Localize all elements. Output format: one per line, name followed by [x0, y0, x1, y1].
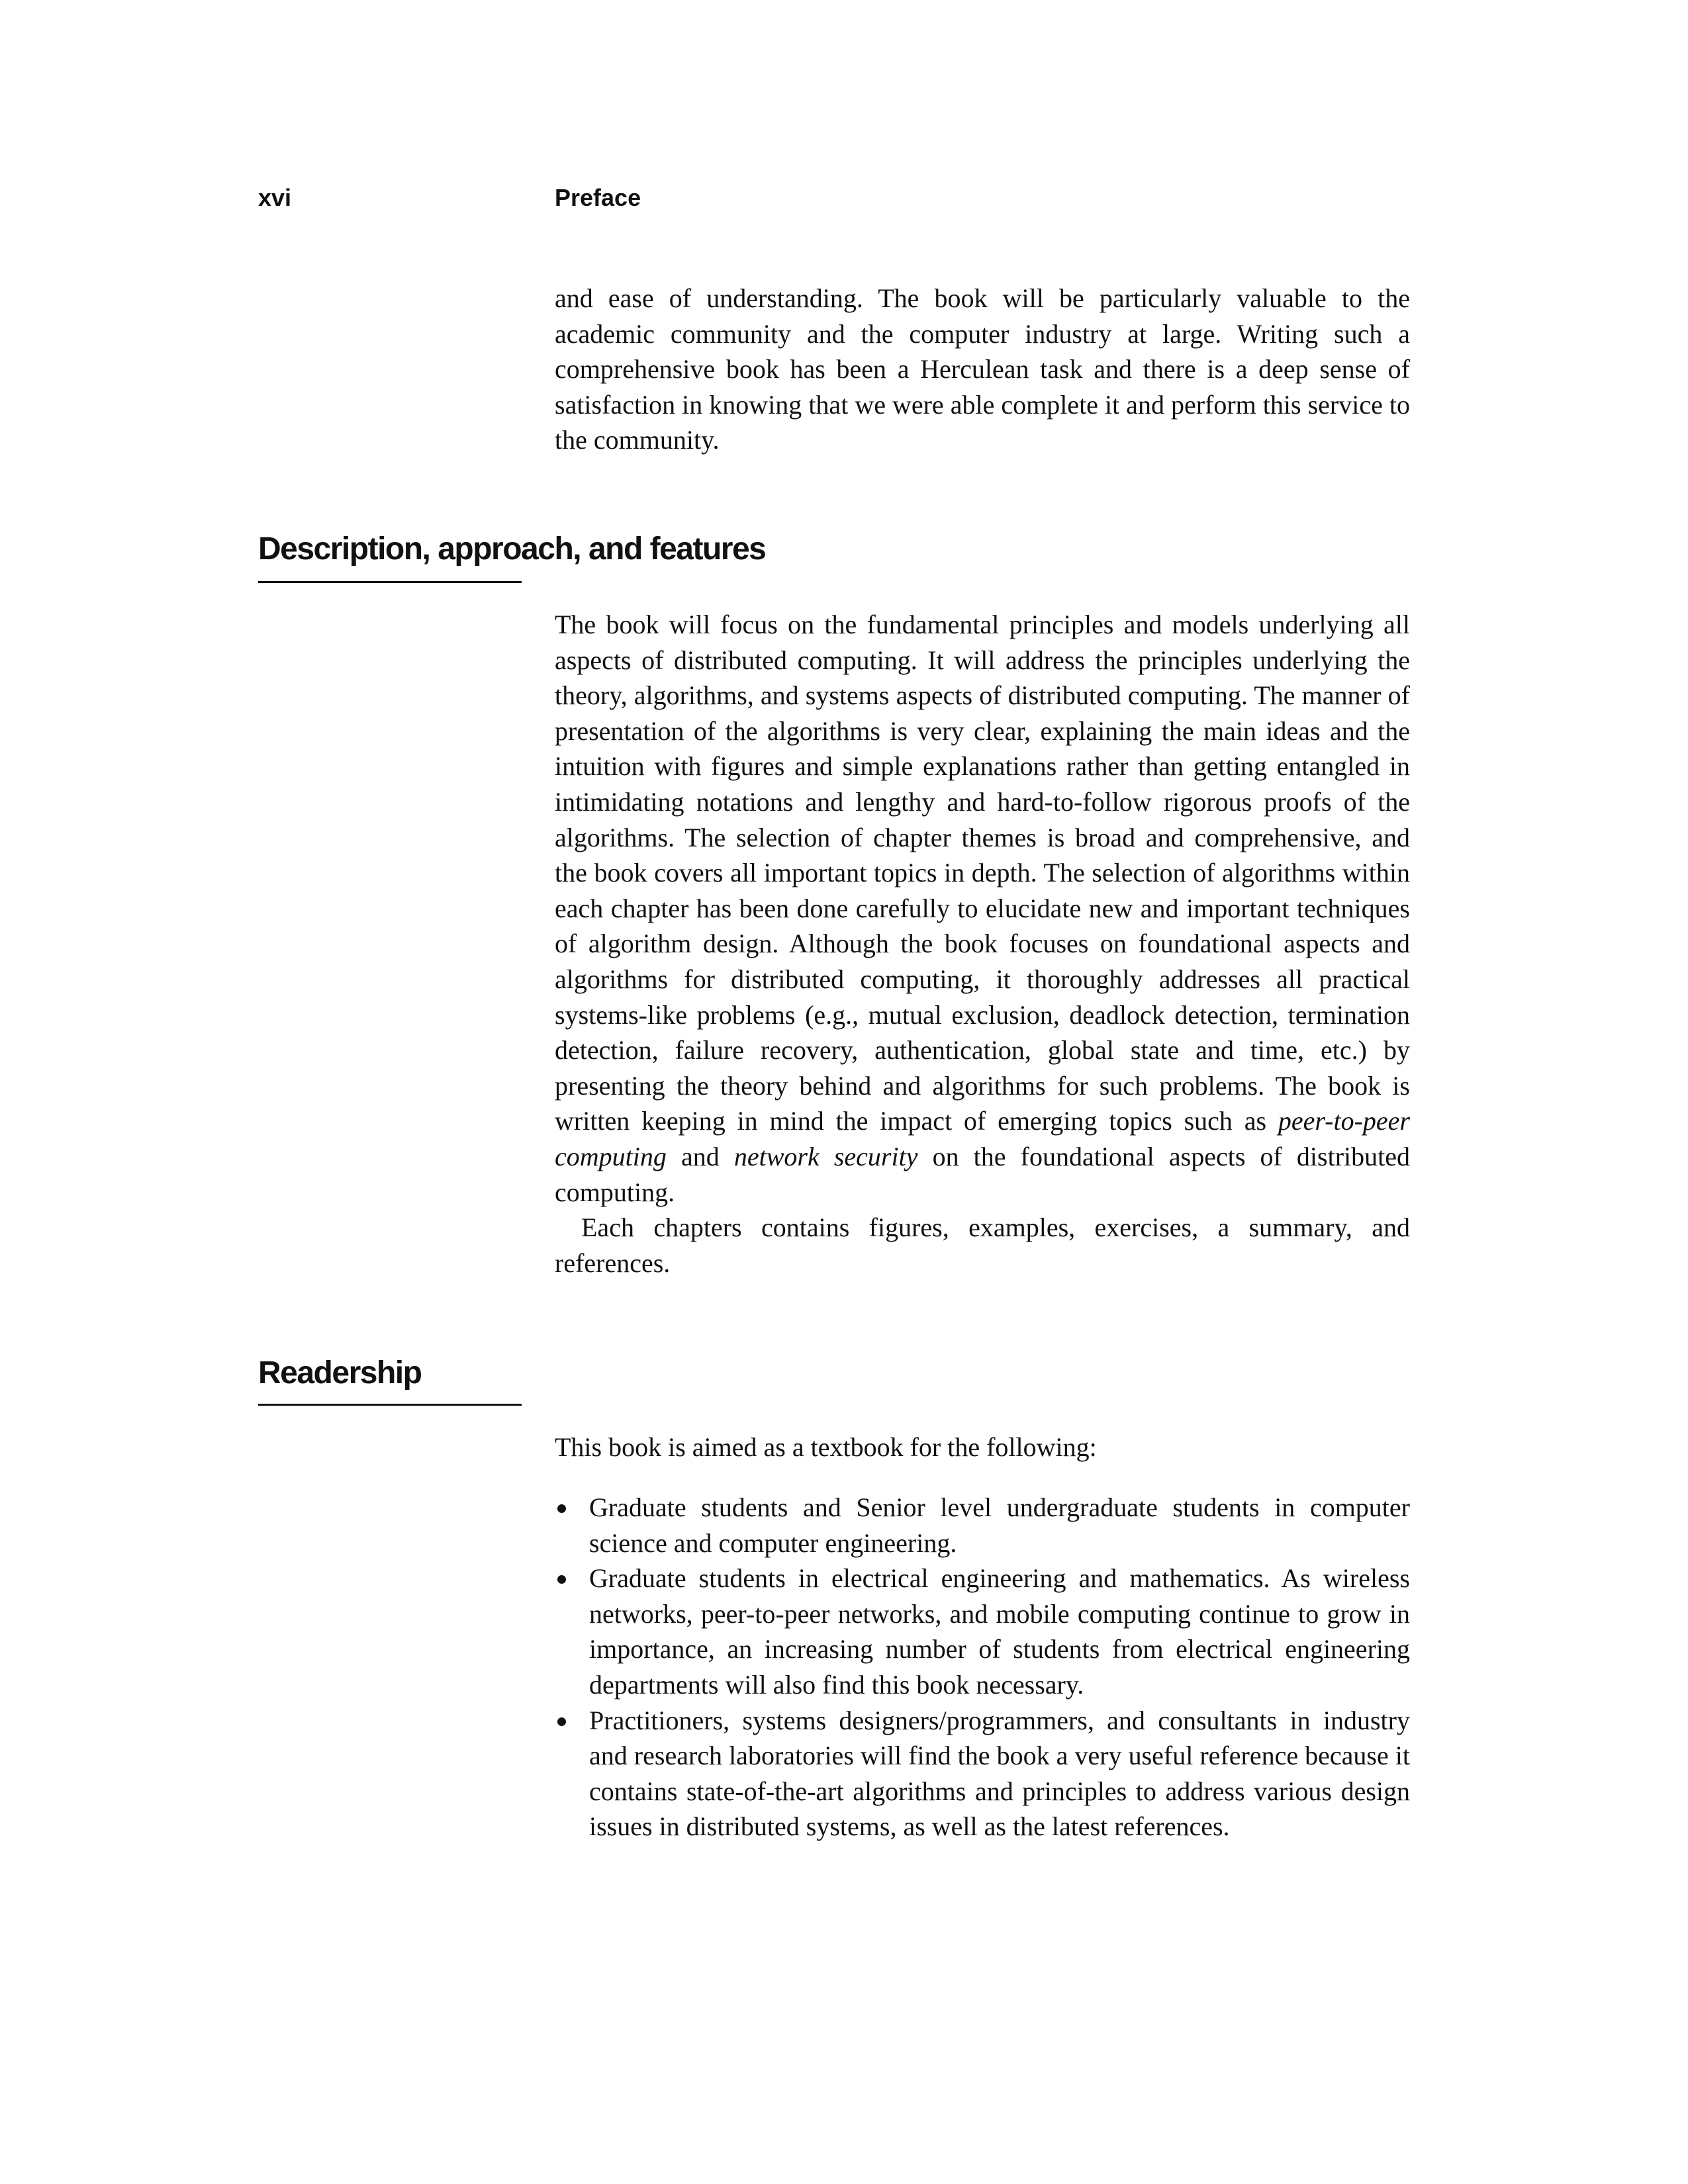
page-number: xvi — [258, 184, 292, 211]
intro-paragraph: and ease of understanding. The book will be particularly valuable to the academic community and the computer industry at large. Writing such a comprehensive book has been a Herculean task and there is a deep sense of satisfaction in knowing that we were able complete it and perform this service to the community. — [555, 283, 1410, 455]
readership-intro-block — [555, 1430, 1410, 1465]
readership-intro: This book is aimed as a textbook for the following: — [555, 1432, 1097, 1462]
list-item — [555, 1561, 1410, 1702]
section-heading-readership: Readership — [258, 1355, 422, 1390]
description-body — [555, 607, 1410, 1281]
list-item-text: Graduate students in electrical engineering and mathematics. As wireless networks, peer-to-peer networks, and mobile computing continue to grow in importance, an increasing number of students from electrical engineering departments will also find this book necessary. — [589, 1563, 1410, 1700]
description-connector: and — [680, 1141, 720, 1171]
description-text-a: The book will focus on the fundamental principles and models underlying all aspects of distributed computing. It will address the principles underlying the theory, algorithms, and systems aspects of distributed computing. The manner of presentation of the algorithms is very clear, explaining the main ideas and the intuition with figures and simple explanations rather than getting entangled in intimidating notations and lengthy and hard-to-follow rigorous proofs of the algorithms. The selection of chapter themes is broad and comprehensive, and the book covers all important topics in depth. The selection of algorithms within each chapter has been done carefully to elucidate new and important techniques of algorithm design. Although the book focuses on foundational aspects and algorithms for distributed computing, it thoroughly addresses all practical systems-like problems (e.g., mutual exclusion, deadlock detection, termination detection, failure recovery, authentication, global state and time, etc.) by presenting the theory behind and algorithms for such problems. The book is written keeping in mind the impact of emerging topics such as — [555, 610, 1410, 1136]
readership-list — [555, 1490, 1410, 1844]
section-rule-description — [258, 581, 522, 583]
section-rule-readership — [258, 1404, 522, 1406]
description-paragraph — [555, 607, 1410, 1210]
intro-paragraph-block — [555, 281, 1410, 458]
emphasis-peer-to-peer: peer-to-peer computing — [555, 1106, 1410, 1171]
list-item-text: Practitioners, systems designers/programmers, and consultants in industry and research laboratories will find the book a very useful reference because it contains state-of-the-art algorithms and principles to address various design issues in distributed systems, as well as the latest references. — [589, 1705, 1410, 1842]
description-text-b: on the foundational aspects of distributed computing. — [555, 1141, 1411, 1207]
emphasis-network-security: network security — [733, 1141, 918, 1171]
running-head-title: Preface — [555, 184, 641, 211]
list-item — [555, 1703, 1410, 1844]
description-paragraph-2: Each chapters contains figures, examples, exercises, a summary, and references. — [555, 1212, 1410, 1278]
section-heading-description: Description, approach, and features — [258, 531, 766, 567]
list-item-text: Graduate students and Senior level undergraduate students in computer science and computer engineering. — [589, 1492, 1410, 1558]
bullet-icon — [557, 1717, 566, 1726]
list-item — [555, 1490, 1410, 1561]
running-head — [0, 184, 1688, 217]
bullet-icon — [557, 1504, 566, 1513]
bullet-icon — [557, 1575, 566, 1584]
